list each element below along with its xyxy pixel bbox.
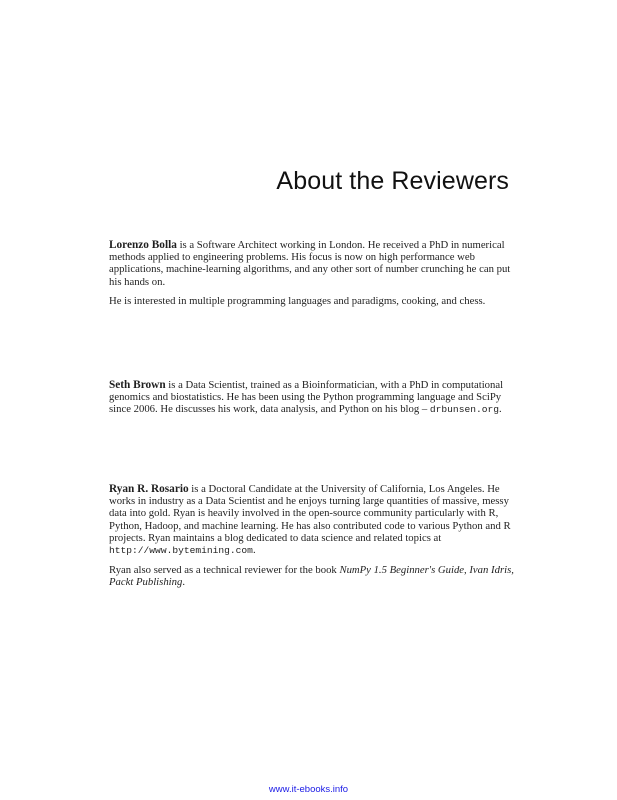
book-title: NumPy 1.5 Beginner's Guide, Ivan Idris, Packt Publishing (109, 564, 514, 589)
bio-paragraph (109, 564, 514, 588)
bio-paragraph: He is interested in multiple programming languages and paradigms, cooking, and chess. (109, 294, 486, 307)
footer-link[interactable]: www.it-ebooks.info (268, 784, 349, 795)
bio-text: is a Data Scientist, trained as a Bioinformatician, with a PhD in computational genomics and biostatistics. He has been using the Python programming language and SciPy since 2006. He discusses his work, data analysis, and Python on his blog – (109, 379, 504, 416)
bio-text-end: . (499, 403, 502, 416)
page-title: About the Reviewers (276, 167, 509, 195)
bio-text: is a Doctoral Candidate at the University of California, Los Angeles. He works in industry as a Data Scientist and he enjoys turning large quantities of massive, messy data into gold. Ryan is heavily involved in the open-source community particularly with R, Python, Hadoop, and machine learning. He has also contributed code to various Python and R projects. Ryan maintains a blog dedicated to data science and related topics at (109, 483, 511, 544)
reviewer-bio-lorenzo-bolla (109, 239, 514, 314)
bio-text-end: . (252, 544, 256, 557)
reviewer-name: Ryan R. Rosario (109, 483, 189, 495)
reviewer-name: Lorenzo Bolla (109, 239, 177, 251)
bio-paragraph (109, 483, 514, 557)
bio-paragraph (109, 379, 514, 417)
blog-link[interactable]: http://www.bytemining.com (109, 545, 253, 557)
bio-paragraph (109, 239, 514, 288)
reviewer-bio-seth-brown (109, 379, 514, 424)
reviewer-name: Seth Brown (109, 379, 166, 391)
blog-link[interactable]: drbunsen.org (429, 404, 499, 416)
reviewer-bio-ryan-rosario (109, 483, 514, 596)
bio-text: Ryan also served as a technical reviewer for the book (109, 564, 340, 577)
bio-text-end: . (182, 576, 185, 589)
bio-text: is a Software Architect working in London. He received a PhD in numerical methods applied to engineering problems. His focus is now on high performance web applications, machine-learning algorithms, and any other sort of number crunching he can put his hands on. (109, 239, 511, 288)
